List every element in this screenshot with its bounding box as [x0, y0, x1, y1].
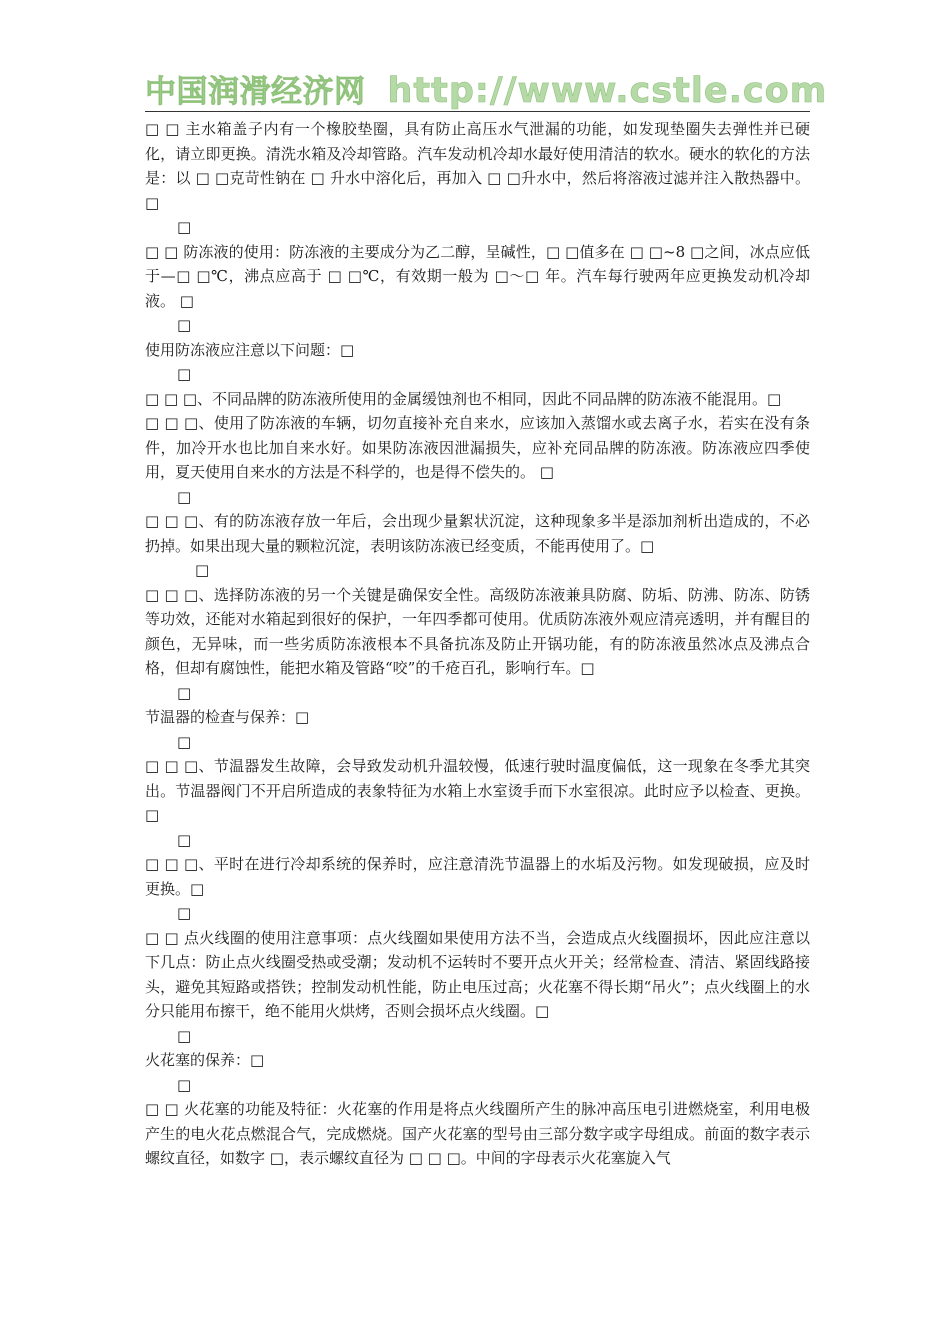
site-url[interactable]: http://www.cstle.com: [387, 71, 828, 111]
site-header: [145, 66, 828, 112]
blank-line: □: [177, 683, 192, 702]
paragraph-note-3: □ □ □、有的防冻液存放一年后，会出现少量絮状沉淀，这种现象多半是添加剂析出造成的，不必扔掉。如果出现大量的颗粒沉淀，表明该防冻液已经变质，不能再使用了。□: [145, 512, 810, 555]
paragraph-spark-plug: □ □ 火花塞的功能及特征：火花塞的作用是将点火线圈所产生的脉冲高压电引进燃烧室，利用电极产生的电火花点燃混合气，完成燃烧。国产火花塞的型号由三部分数字或字母组成。前面的数字表示螺纹直径，如数字 □，表示螺纹直径为 □ □ □。中间的字母表示火花塞旋入气: [145, 1100, 810, 1167]
blank-line: □: [177, 732, 192, 751]
paragraph-ignition-coil: □ □ 点火线圈的使用注意事项：点火线圈如果使用方法不当，会造成点火线圈损坏，因此应注意以下几点：防止点火线圈受热或受潮；发动机不运转时不要开点火开关；经常检查、清洁、紧固线路接头，避免其短路或搭铁；控制发动机性能，防止电压过高；火花塞不得长期“吊火”；点火线圈上的水分只能用布擦干，绝不能用火烘烤，否则会损坏点火线圈。□: [145, 928, 810, 1020]
paragraph-note-1: □ □ □、不同品牌的防冻液所使用的金属缓蚀剂也不相同，因此不同品牌的防冻液不能混用。□: [145, 389, 782, 408]
blank-line: □: [195, 561, 210, 579]
paragraph-note-4: □ □ □、选择防冻液的另一个关键是确保安全性。高级防冻液兼具防腐、防垢、防沸、防冻、防锈等功效，还能对水箱起到很好的保护，一年四季都可使用。优质防冻液外观应清亮透明，并有醒目的颜色，无异味，而一些劣质防冻液根本不具备抗冻及防止开锅功能，有的防冻液虽然冰点及沸点合格，但却有腐蚀性，能把水箱及管路“咬”的千疮百孔，影响行车。□: [145, 585, 810, 677]
blank-line: □: [177, 830, 192, 849]
blank-line: □: [177, 218, 192, 236]
paragraph-thermostat-1: □ □ □、节温器发生故障，会导致发动机升温较慢，低速行驶时温度偏低，这一现象在冬季尤其突出。节温器阀门不开启所造成的表象特征为水箱上水室烫手而下水室很凉。此时应予以检查、更换。 □: [145, 757, 810, 824]
blank-line: □: [177, 1075, 192, 1094]
site-watermark-logo: [145, 66, 827, 111]
paragraph-note-2: □ □ □、使用了防冻液的车辆，切勿直接补充自来水，应该加入蒸馏水或去离子水，若实在没有条件，加冷开水也比加自来水好。如果防冻液因泄漏损失，应补充同品牌的防冻液。防冻液应四季使用，夏天使用自来水的方法是不科学的，也是得不偿失的。 □: [145, 414, 810, 481]
paragraph-antifreeze-usage: □ □ 防冻液的使用：防冻液的主要成分为乙二醇，呈碱性，□ □值多在 □ □~8 □之间，冰点应低于—□ □℃，沸点应高于 □ □℃，有效期一般为 □～□ 年。汽车每行驶两年应更换发动机冷却液。 □: [145, 242, 810, 310]
blank-line: □: [177, 1026, 192, 1045]
paragraph-radiator-cap: □ □ 主水箱盖子内有一个橡胶垫圈，具有防止高压水气泄漏的功能，如发现垫圈失去弹性并已硬化，请立即更换。清洗水箱及冷却管路。汽车发动机冷却水最好使用清洁的软水。硬水的软化的方法是：以 □ □克苛性钠在 □ 升水中溶化后，再加入 □ □升水中，然后将溶液过滤并注入散热器中。 □: [145, 120, 810, 212]
heading-thermostat: 节温器的检查与保养：□: [145, 708, 310, 726]
blank-line: □: [177, 316, 192, 334]
site-name: 中国润滑经济网: [145, 74, 366, 110]
heading-spark-plug: 火花塞的保养：□: [145, 1051, 265, 1069]
blank-line: □: [177, 487, 192, 506]
header-divider: [145, 111, 810, 112]
blank-line: □: [177, 365, 192, 383]
document-body: [145, 117, 810, 1171]
paragraph-thermostat-2: □ □ □、平时在进行冷却系统的保养时，应注意清洗节温器上的水垢及污物。如发现破损，应及时更换。□: [145, 855, 810, 898]
blank-line: □: [177, 904, 192, 922]
heading-antifreeze-notes: 使用防冻液应注意以下问题：□: [145, 340, 355, 359]
